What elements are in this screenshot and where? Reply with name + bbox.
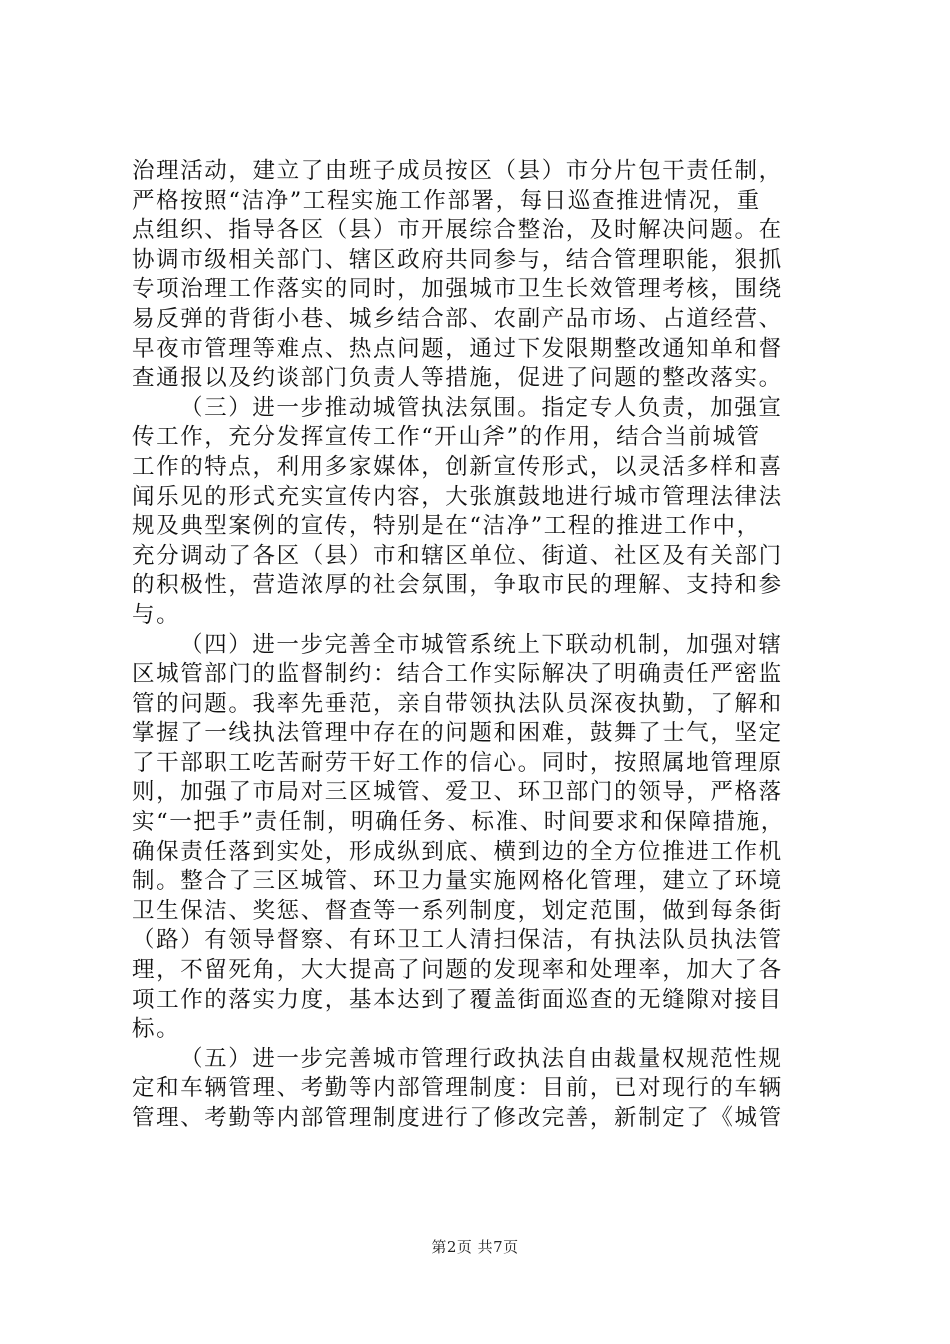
document-body	[132, 157, 832, 1134]
text-line: 项工作的落实力度，基本达到了覆盖街面巡查的无缝隙对接目	[132, 986, 783, 1013]
page-footer: 第2页 共7页	[431, 1238, 519, 1256]
text-line: 早夜市管理等难点、热点问题，通过下发限期整改通知单和督	[132, 335, 783, 362]
text-line: 闻乐见的形式充实宣传内容，大张旗鼓地进行城市管理法律法	[132, 483, 783, 510]
text-line: 定和车辆管理、考勤等内部管理制度：目前，已对现行的车辆	[132, 1075, 783, 1102]
text-line: 了干部职工吃苦耐劳干好工作的信心。同时，按照属地管理原	[132, 749, 783, 776]
text-line: 规及典型案例的宣传，特别是在“洁净”工程的推进工作中，	[132, 513, 761, 540]
text-line: 点组织、指导各区（县）市开展综合整治，及时解决问题。在	[132, 217, 783, 244]
text-line: 标。	[132, 1016, 181, 1043]
text-line: 区城管部门的监督制约：结合工作实际解决了明确责任严密监	[132, 661, 783, 688]
text-line: 治理活动，建立了由班子成员按区（县）市分片包干责任制，	[132, 158, 783, 184]
text-line: 易反弹的背街小巷、城乡结合部、农副产品市场、占道经营、	[132, 305, 783, 332]
text-line: 的积极性，营造浓厚的社会氛围，争取市民的理解、支持和参	[132, 572, 783, 599]
text-line: 确保责任落到实处，形成纵到底、横到边的全方位推进工作机	[132, 838, 783, 865]
text-line: 严格按照“洁净”工程实施工作部署，每日巡查推进情况，重	[132, 187, 761, 214]
text-line: 协调市级相关部门、辖区政府共同参与，结合管理职能，狠抓	[132, 246, 783, 273]
text-line: 则，加强了市局对三区城管、爱卫、环卫部门的领导，严格落	[132, 779, 783, 806]
text-line: 传工作，充分发挥宣传工作“开山斧”的作用，结合当前城管	[132, 424, 761, 451]
text-line: （路）有领导督察、有环卫工人清扫保洁，有执法队员执法管	[132, 927, 783, 954]
text-line: 实“一把手”责任制，明确任务、标准、时间要求和保障措施，	[132, 809, 785, 836]
text-line: 管的问题。我率先垂范，亲自带领执法队员深夜执勤，了解和	[132, 690, 783, 717]
text-line: 管理、考勤等内部管理制度进行了修改完善，新制定了《城管	[132, 1105, 783, 1131]
text-line: 掌握了一线执法管理中存在的问题和困难，鼓舞了士气，坚定	[132, 720, 783, 747]
text-line: （四）进一步完善全市城管系统上下联动机制，加强对辖	[180, 631, 783, 658]
text-line: 卫生保洁、奖惩、督查等一系列制度，划定范围，做到每条街	[132, 897, 783, 924]
text-line: 充分调动了各区（县）市和辖区单位、街道、社区及有关部门	[132, 542, 783, 569]
text-line: 专项治理工作落实的同时，加强城市卫生长效管理考核，围绕	[132, 276, 783, 303]
text-line: 工作的特点，利用多家媒体，创新宣传形式，以灵活多样和喜	[132, 453, 783, 480]
text-line: 查通报以及约谈部门负责人等措施，促进了问题的整改落实。	[132, 365, 783, 392]
text-line: （三）进一步推动城管执法氛围。指定专人负责，加强宣	[180, 394, 783, 421]
text-line: 理，不留死角，大大提高了问题的发现率和处理率，加大了各	[132, 957, 783, 984]
text-line: 与。	[132, 601, 181, 628]
text-line: （五）进一步完善城市管理行政执法自由裁量权规范性规	[180, 1045, 783, 1072]
text-line: 制。整合了三区城管、环卫力量实施网格化管理，建立了环境	[132, 868, 783, 895]
